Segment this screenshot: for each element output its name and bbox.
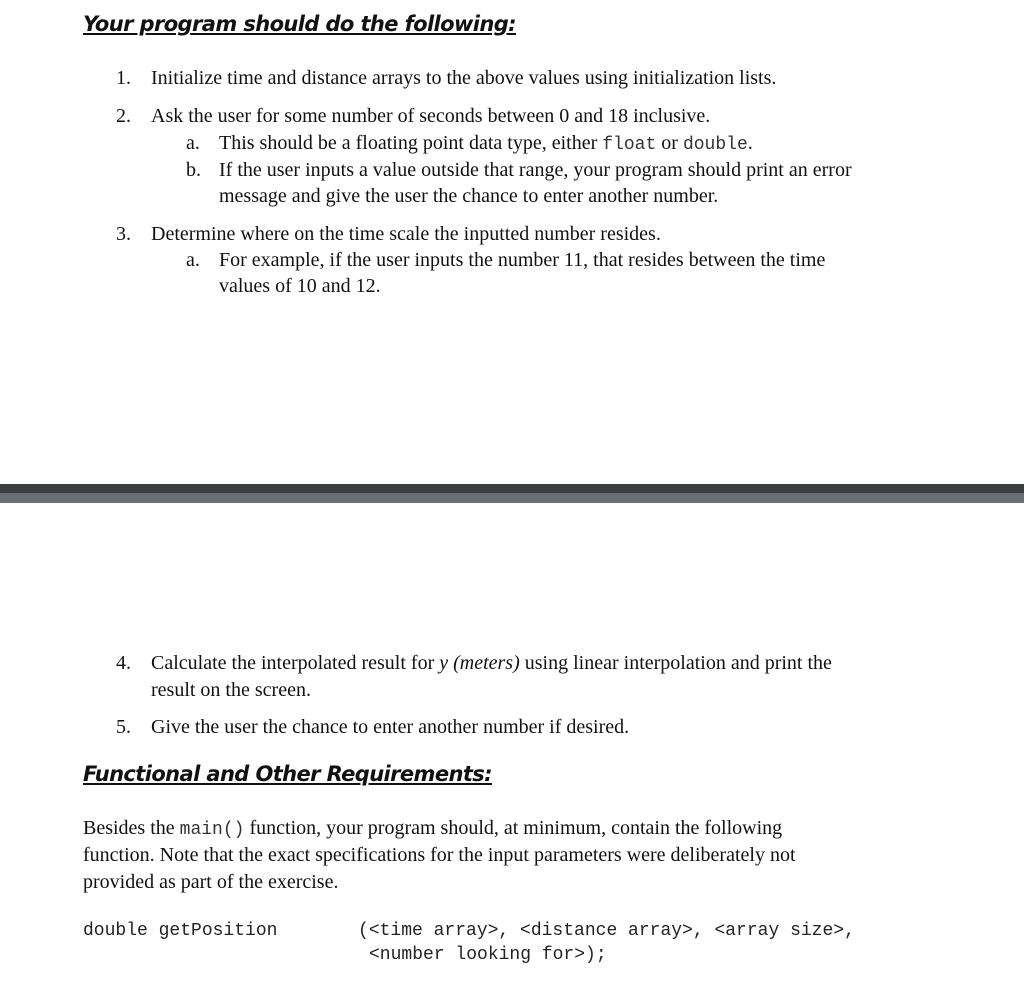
section-heading: Functional and Other Requirements: [83,762,492,786]
signature-args: (<time array>, <distance array>, <array size>, [358,921,855,941]
sub-item-text: message and give the user the chance to enter another number. [219,185,719,207]
italic-term: y (meters) [439,652,520,674]
sub-item-text: If the user inputs a value outside that range, your program should print an error [219,159,852,181]
paragraph-line: Besides the main() function, your program should, at minimum, contain the following [83,817,783,840]
item-text: Give the user the chance to enter another number if desired. [151,716,630,738]
inline-code: main() [179,820,245,840]
item-number: 2. [116,105,131,127]
sub-item-letter: a. [186,132,200,154]
sub-item-text: This should be a floating point data type, either float or double. [219,132,753,155]
item-text: result on the screen. [151,679,311,701]
signature-name: double getPosition [83,921,278,941]
item-number: 4. [116,652,131,674]
page-divider [0,484,1024,503]
signature-args: <number looking for>); [369,945,607,965]
item-text: Initialize time and distance arrays to the above values using initialization lists. [151,67,777,89]
item-text: Ask the user for some number of seconds between 0 and 18 inclusive. [151,105,711,127]
inline-code: double [682,135,748,155]
item-number: 3. [116,223,131,245]
sub-item-text: For example, if the user inputs the number 11, that resides between the time [219,249,826,271]
paragraph-line: function. Note that the exact specifications for the input parameters were deliberately not [83,844,796,866]
item-text: Determine where on the time scale the inputted number resides. [151,223,661,245]
item-number: 1. [116,67,131,89]
inline-code: float [602,135,657,155]
paragraph-line: provided as part of the exercise. [83,871,339,893]
sub-item-letter: a. [186,249,200,271]
sub-item-letter: b. [186,159,201,181]
sub-item-text: values of 10 and 12. [219,275,381,297]
section-heading: Your program should do the following: [83,12,516,36]
item-number: 5. [116,716,131,738]
item-text: Calculate the interpolated result for y (meters) using linear interpolation and print the [151,652,832,674]
